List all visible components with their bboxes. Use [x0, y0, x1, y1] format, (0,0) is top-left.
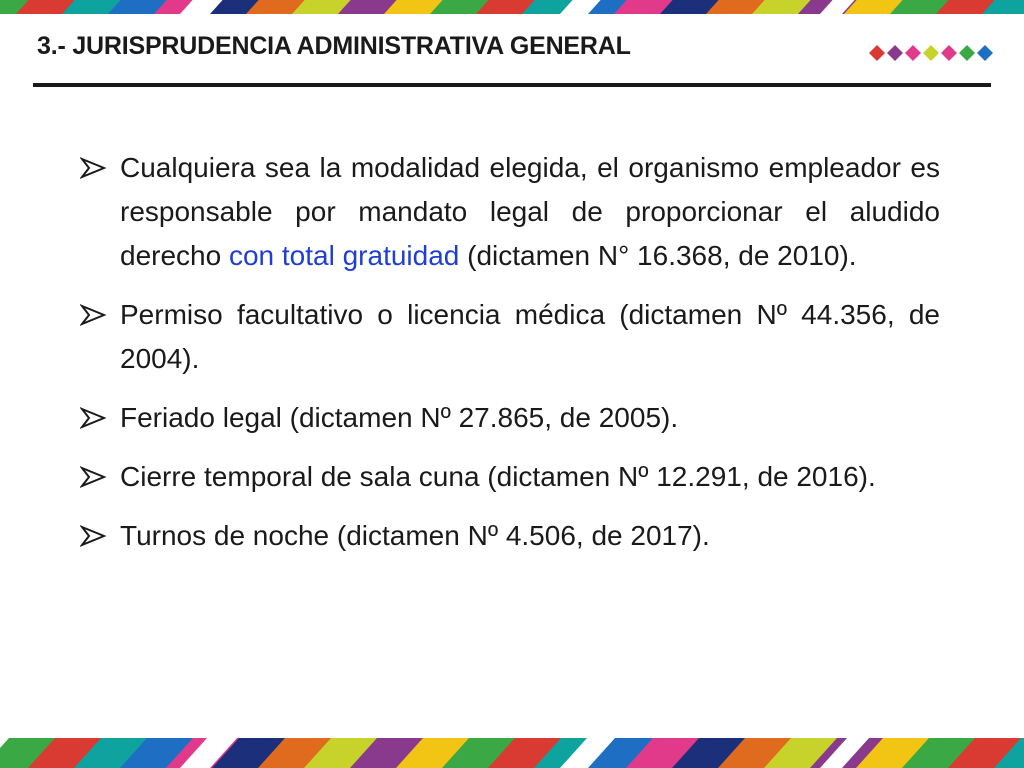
- bullet-text: Feriado legal (dictamen Nº 27.865, de 2005).: [120, 402, 679, 433]
- slide-title: 3.- JURISPRUDENCIA ADMINISTRATIVA GENERAL: [37, 32, 631, 60]
- bullet-text: Turnos de noche (dictamen Nº 4.506, de 2017).: [120, 520, 710, 551]
- colored-diamonds-icon: [868, 44, 994, 62]
- arrowhead-bullet-icon: [80, 525, 106, 547]
- bullet-item: [80, 293, 940, 381]
- bullet-text-highlight: con total gratuidad: [228, 240, 460, 271]
- bottom-decorative-stripe: [0, 738, 1024, 768]
- arrowhead-bullet-icon: [80, 304, 106, 326]
- bullet-item: [80, 396, 940, 440]
- bullet-text: Permiso facultativo o licencia médica (dictamen Nº 44.356, de 2004).: [120, 299, 940, 374]
- bullet-item: [80, 146, 940, 278]
- bullet-text-after: (dictamen N° 16.368, de 2010).: [459, 240, 857, 271]
- arrowhead-bullet-icon: [80, 466, 106, 488]
- bullet-text-before: Cualquiera sea la modalidad elegida, el organismo empleador es responsable por mandato legal de proporcionar el aludido derecho: [120, 152, 940, 271]
- bullet-text: Cierre temporal de sala cuna (dictamen Nº 12.291, de 2016).: [120, 461, 876, 492]
- bullet-list: [80, 146, 940, 573]
- arrowhead-bullet-icon: [80, 407, 106, 429]
- bullet-item: [80, 455, 940, 499]
- top-decorative-stripe: [0, 0, 1024, 14]
- arrowhead-bullet-icon: [80, 157, 106, 179]
- bullet-item: [80, 514, 940, 558]
- title-divider: [33, 83, 991, 87]
